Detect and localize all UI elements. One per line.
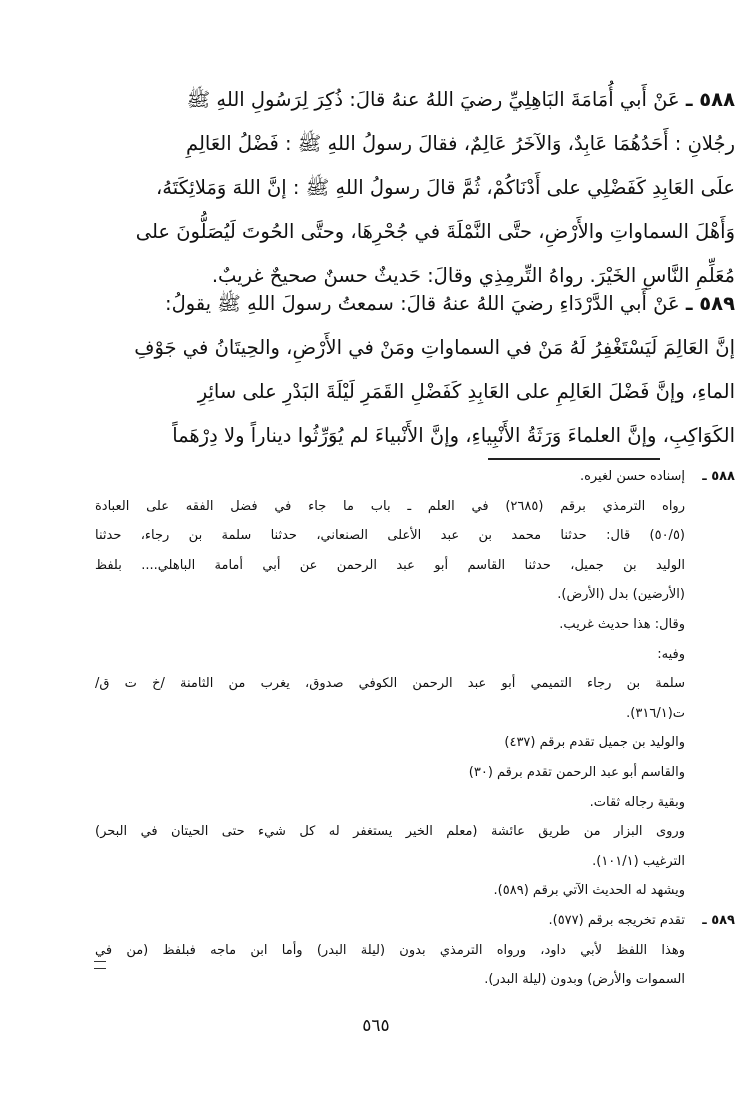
footnote-line: السموات والأرض) وبدون (ليلة البدر). bbox=[484, 972, 685, 988]
margin-mark bbox=[94, 961, 106, 969]
hadith-line: الماءِ، وإنَّ فَضْلَ العَالِمِ على العَابِدِ كَفَضْلِ القَمَرِ لَيْلَةَ البَدْرِ على سائِرِ bbox=[197, 380, 735, 403]
footnote-line: رواه الترمذي برقم (٢٦٨٥) في العلم ـ باب ما جاء في فضل الفقه على العبادة bbox=[95, 498, 685, 514]
footnote-line: (٥٠/٥) قال: حدثنا محمد بن عبد الأعلى الصنعاني، حدثنا سلمة بن رجاء، حدثنا bbox=[95, 528, 685, 544]
hadith-line: رجُلانِ : أَحَدُهُمَا عَابِدٌ، وَالآخَرُ عَالِمٌ، فقالَ رسولُ اللهِ ﷺ : فَضْلُ العَالِمِ bbox=[186, 132, 735, 155]
footnote-line: الترغيب (١٠١/١). bbox=[592, 853, 685, 869]
footnote-line: وروى البزار من طريق عائشة (معلم الخير يستغفر له كل شيء حتى الحيتان في البحر) bbox=[95, 824, 685, 840]
hadith-line: ٥٨٩ ـ عَنْ أَبي الدَّرْدَاءِ رضيَ اللهُ عنهُ قالَ: سمعتُ رسولَ اللهِ ﷺ يقولُ: bbox=[165, 292, 735, 315]
footnote-589 bbox=[95, 906, 735, 995]
footnote-body bbox=[95, 462, 685, 906]
footnote-line: تقدم تخريجه برقم (٥٧٧). bbox=[548, 912, 685, 928]
footnote-body bbox=[95, 906, 685, 995]
hadith-line: مُعَلِّمِ النَّاسِ الخَيْرَ. رواهُ التِّرمِذِي وقالَ: حَديثٌ حسنٌ صحيحٌ غريبٌ. bbox=[211, 264, 735, 287]
hadith-588 bbox=[95, 78, 735, 298]
hadith-589 bbox=[95, 282, 735, 458]
hadith-line: علَى العَابِدِ كَفَضْلِي على أَدْنَاكُمْ، ثُمَّ قالَ رسولُ اللهِ ﷺ : إنَّ اللهَ وَمَلائِكَتَهُ، bbox=[156, 176, 735, 199]
hadith-number: ٥٨٩ ـ bbox=[685, 292, 735, 315]
footnotes bbox=[95, 462, 735, 995]
footnote-line: والوليد بن جميل تقدم برقم (٤٣٧) bbox=[504, 735, 685, 751]
footnote-number: ٥٨٩ ـ bbox=[702, 912, 735, 928]
footnote-line: وبقية رجاله ثقات. bbox=[589, 794, 685, 810]
footnote-588 bbox=[95, 462, 735, 906]
footnote-line: الوليد بن جميل، حدثنا القاسم أبو عبد الرحمن عن أبي أمامة الباهلي.... بلفظ bbox=[95, 557, 685, 573]
footnote-line: ت(٣١٦/١). bbox=[626, 705, 685, 721]
footnote-separator bbox=[488, 458, 660, 460]
footnote-line: وهذا اللفظ لأبي داود، ورواه الترمذي بدون (ليلة البدر) وأما ابن ماجه فبلفظ (من في bbox=[95, 942, 685, 958]
footnote-line: وقال: هذا حديث غريب. bbox=[559, 616, 685, 632]
page-number: ٥٦٥ bbox=[362, 1016, 390, 1036]
hadith-number: ٥٨٨ ـ bbox=[685, 88, 735, 111]
footnote-line: سلمة بن رجاء التميمي أبو عبد الرحمن الكوفي صدوق، يغرب من الثامنة /خ ت ق/ bbox=[95, 676, 685, 692]
footnote-line: إسناده حسن لغيره. bbox=[579, 469, 685, 484]
footnote-line: ويشهد له الحديث الآتي برقم (٥٨٩). bbox=[493, 883, 685, 899]
hadith-line: وَأَهْلَ السماواتِ والأَرْضِ، حتَّى النَّمْلَةَ في جُحْرِهَا، وحتَّى الحُوتَ لَيُصَلُّونَ على bbox=[135, 220, 735, 243]
footnote-line: (الأرضين) بدل (الأرض). bbox=[557, 587, 685, 603]
footnote-line: والقاسم أبو عبد الرحمن تقدم برقم (٣٠) bbox=[468, 764, 685, 780]
footnote-line: وفيه: bbox=[657, 646, 685, 662]
hadith-line: الكَوَاكِبِ، وإنَّ العلماءَ وَرَثَةُ الأَنْبِياءِ، وإنَّ الأَنْبياءَ لم يُوَرِّثُوا ديناراً ولا دِرْهَماً bbox=[172, 424, 735, 447]
footnote-number: ٥٨٨ ـ bbox=[702, 469, 735, 484]
hadith-line: إنَّ العَالِمَ لَيَسْتَغْفِرُ لَهُ مَنْ في السماواتِ ومَنْ في الأَرْضِ، والحِيتَانُ في جَوْفِ bbox=[134, 336, 735, 359]
hadith-line: ٥٨٨ ـ عَنْ أَبي أُمَامَةَ البَاهِلِيِّ رضيَ اللهُ عنهُ قالَ: ذُكِرَ لِرَسُولِ اللهِ ﷺ bbox=[186, 88, 735, 111]
